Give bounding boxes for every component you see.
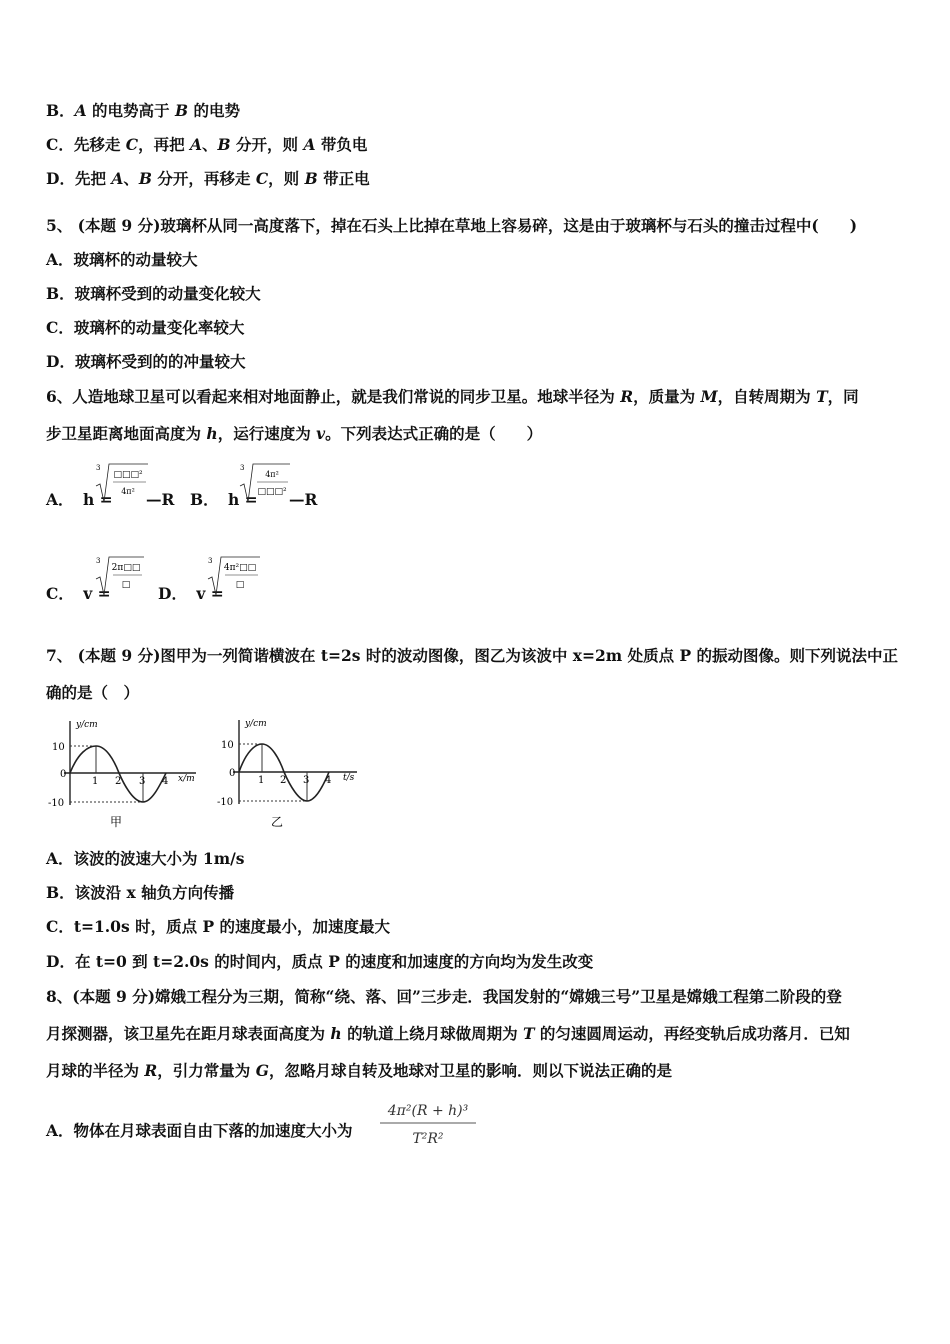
q8-stem-line1: 8、(本题 9 分)嫦娥工程分为三期，简称“绕、落、回”三步走．我国发射的“嫦娥三号”卫星是嫦娥工程第二阶段的登 [46,987,842,1006]
t-tick-3: 3 [303,775,310,786]
q6-option-b[interactable]: B． h = [190,490,258,509]
t-tick-1: 1 [258,775,265,786]
q6-option-d[interactable]: D． v = [158,584,224,603]
y-tick-neg10: -10 [217,797,234,808]
y-axis-label: y/cm [245,719,267,729]
q6-formula-c [94,555,146,597]
numerator: 4π² [265,470,279,479]
q5-option-d[interactable]: D．玻璃杯受到的的冲量较大 [46,352,246,371]
y-tick-0: 0 [60,769,67,780]
q7-stem-line1: 7、 (本题 9 分)图甲为一列简谐横波在 t=2s 时的波动图像，图乙为该波中 x=2m 处质点 P 的振动图像。则下列说法中正 [46,646,899,665]
denominator: 4π² [121,487,135,496]
q6-formula-d [206,555,262,597]
y-tick-10: 10 [221,740,234,751]
denominator: □ [121,580,131,590]
denominator: □□□² [257,487,287,497]
t-axis-label: t/s [343,773,355,783]
q5-option-b[interactable]: B．玻璃杯受到的动量变化较大 [46,284,261,303]
graph-caption: 甲 [110,815,123,829]
q7-option-b[interactable]: B．该波沿 x 轴负方向传播 [46,883,235,902]
q5-option-a[interactable]: A．玻璃杯的动量较大 [46,250,198,269]
q6-option-c[interactable]: C． v = [46,584,111,603]
t-tick-2: 2 [280,775,287,786]
numerator: □□□² [113,470,143,480]
q6-option-b-tail: —R [289,490,318,509]
root-index: 3 [208,557,213,565]
x-tick-4: 4 [162,776,169,787]
q5-stem: 5、 (本题 9 分)玻璃杯从同一高度落下，掉在石头上比掉在草地上容易碎，这是由于玻璃杯与石头的撞击过程中( ) [46,216,858,235]
q7-option-a[interactable]: A．该波的波速大小为 1m/s [46,849,245,868]
x-tick-3: 3 [139,776,146,787]
denominator: T²R² [412,1131,444,1147]
root-index: 3 [96,464,101,472]
numerator: 2π□□ [111,563,141,573]
t-tick-4: 4 [325,775,332,786]
wave-graph-jia [48,715,208,830]
x-tick-1: 1 [92,776,99,787]
x-axis-label: x/m [178,774,195,784]
q4-option-c[interactable]: C．先移走 C，再把 A、B 分开，则 A 带负电 [46,135,368,154]
q4-option-b[interactable]: B．A 的电势高于 B 的电势 [46,101,240,120]
y-axis-label: y/cm [76,720,98,730]
root-index: 3 [96,557,101,565]
q6-option-a-tail: —R [146,490,175,509]
x-tick-2: 2 [115,776,122,787]
q8-stem-line2: 月探测器，该卫星先在距月球表面高度为 h 的轨道上绕月球做周期为 T 的匀速圆周运动，再经变轨后成功落月．已知 [46,1024,850,1043]
q6-formula-b [238,462,292,504]
q8-formula-a [376,1095,480,1151]
denominator: □ [235,580,245,590]
q6-stem-line1: 6、人造地球卫星可以看起来相对地面静止，就是我们常说的同步卫星。地球半径为 R，质量为 M，自转周期为 T，同 [46,387,859,406]
q7-option-c[interactable]: C．t=1.0s 时，质点 P 的速度最小，加速度最大 [46,917,391,936]
vibration-graph-yi [215,712,365,830]
graph-caption: 乙 [271,815,284,829]
q6-formula-a [94,462,150,504]
y-tick-10: 10 [52,742,65,753]
y-tick-neg10: -10 [48,798,65,809]
q6-stem-line2: 步卫星距离地面高度为 h，运行速度为 v。下列表达式正确的是（ ） [46,424,543,443]
q8-stem-line3: 月球的半径为 R，引力常量为 G，忽略月球自转及地球对卫星的影响．则以下说法正确的是 [46,1061,672,1080]
q5-option-c[interactable]: C．玻璃杯的动量变化率较大 [46,318,245,337]
y-tick-0: 0 [229,768,236,779]
q4-option-d[interactable]: D．先把 A、B 分开，再移走 C，则 B 带正电 [46,169,370,188]
q6-option-a[interactable]: A． h = [46,490,113,509]
q8-option-a[interactable]: A．物体在月球表面自由下落的加速度大小为 [46,1121,353,1140]
q7-stem-line2: 确的是（ ） [46,683,140,702]
root-index: 3 [240,464,245,472]
q7-option-d[interactable]: D．在 t=0 到 t=2.0s 的时间内，质点 P 的速度和加速度的方向均为发生改变 [46,952,594,971]
numerator: 4π²(R + h)³ [387,1103,469,1119]
numerator: 4π²□□ [223,563,257,573]
